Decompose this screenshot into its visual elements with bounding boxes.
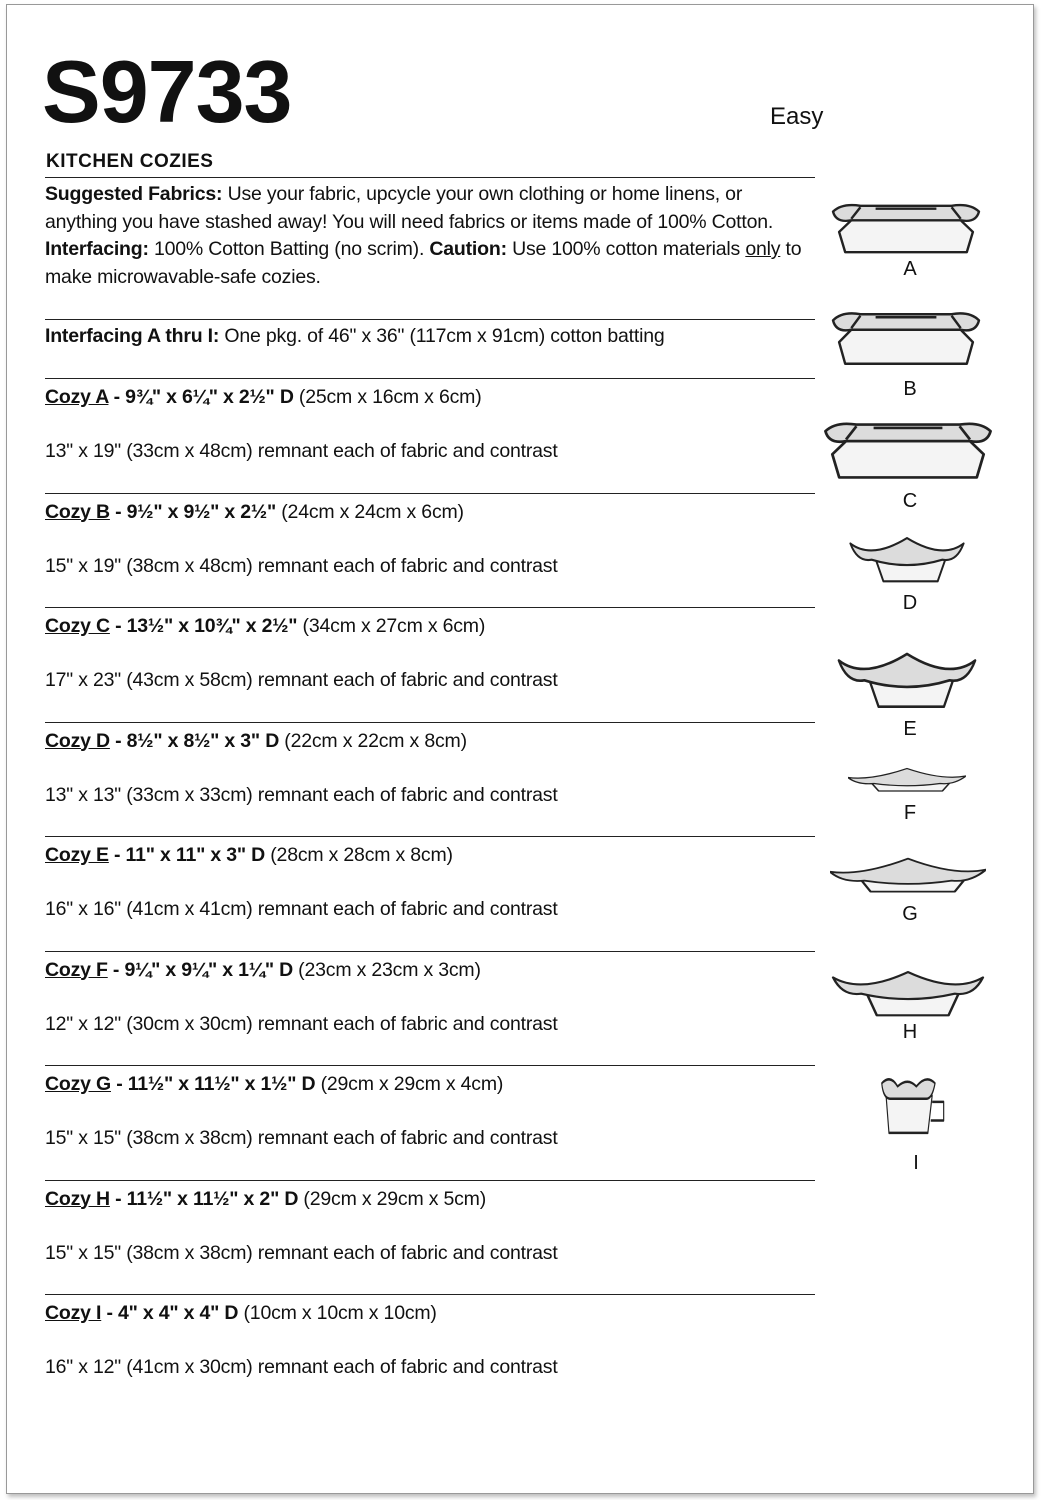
cozy-name: Cozy G bbox=[45, 1073, 111, 1095]
divider bbox=[45, 836, 815, 837]
view-label: D bbox=[902, 592, 918, 614]
intro-paragraph bbox=[45, 181, 817, 291]
cozy-dimensions: - 8½" x 8½" x 3" D bbox=[109, 729, 280, 752]
caution-text: Use 100% cotton materials bbox=[506, 238, 746, 260]
caution-text-end: to make microwavable-safe cozies. bbox=[45, 238, 802, 288]
cozy-name: Cozy B bbox=[45, 500, 110, 523]
cozy-name: Cozy C bbox=[45, 615, 110, 637]
divider bbox=[45, 378, 815, 379]
fabrics-text: Use your fabric, upcycle your own clothing or home linens, or anything you have stashed away! You will need fabrics or items made of 100% Cotton. bbox=[45, 183, 774, 233]
view-label: C bbox=[902, 490, 918, 512]
cozy-heading bbox=[45, 730, 467, 753]
view-label: I bbox=[913, 1152, 919, 1174]
divider bbox=[45, 319, 815, 320]
interfacing-all-line bbox=[45, 323, 665, 351]
cozy-dimensions: - 11½" x 11½" x 1½" D bbox=[110, 1073, 316, 1095]
cozy-dimensions: - 9¼" x 9¼" x 1¼" D bbox=[107, 958, 293, 981]
cozy-dimensions: - 9¾" x 6¼" x 2½" D bbox=[108, 386, 294, 408]
cozy-heading bbox=[45, 1302, 437, 1325]
interfacing-all-text: One pkg. of 46" x 36" (117cm x 91cm) cotton batting bbox=[219, 325, 665, 347]
cozy-heading bbox=[45, 501, 464, 524]
cozy-metric: (34cm x 27cm x 6cm) bbox=[297, 615, 486, 637]
cozy-dimensions: - 9½" x 9½" x 2½" bbox=[109, 500, 277, 523]
cozy-metric: (29cm x 29cm x 5cm) bbox=[298, 1187, 487, 1210]
view-c-rect-dish-illustration bbox=[822, 418, 994, 484]
view-i-mug-illustration bbox=[876, 1074, 948, 1136]
cozy-dimensions: - 4" x 4" x 4" D bbox=[101, 1302, 239, 1324]
cozy-name: Cozy E bbox=[45, 844, 109, 866]
caution-emphasis: only bbox=[745, 238, 781, 260]
cozy-heading bbox=[45, 1188, 486, 1211]
divider bbox=[45, 951, 815, 952]
cozy-requirement: 16" x 16" (41cm x 41cm) remnant each of fabric and contrast bbox=[45, 898, 558, 920]
view-label: H bbox=[902, 1021, 918, 1043]
view-d-bowl-illustration bbox=[848, 530, 966, 584]
view-label: B bbox=[903, 378, 917, 400]
view-label: A bbox=[903, 258, 917, 280]
cozy-name: Cozy H bbox=[45, 1187, 110, 1210]
cozy-metric: (22cm x 22cm x 8cm) bbox=[279, 729, 467, 752]
cozy-heading bbox=[45, 959, 481, 982]
view-f-shallow-bowl-illustration bbox=[848, 764, 966, 794]
cozy-heading bbox=[45, 615, 485, 638]
cozy-metric: (28cm x 28cm x 8cm) bbox=[265, 844, 453, 866]
cozy-requirement: 13" x 19" (33cm x 48cm) remnant each of fabric and contrast bbox=[45, 440, 558, 462]
view-label: F bbox=[903, 802, 917, 824]
view-a-rect-dish-illustration bbox=[830, 200, 982, 258]
divider bbox=[45, 722, 815, 723]
divider bbox=[45, 177, 815, 178]
cozy-requirement: 15" x 15" (38cm x 38cm) remnant each of fabric and contrast bbox=[45, 1241, 558, 1264]
view-b-rect-dish-illustration bbox=[830, 308, 982, 370]
caution-label: Caution: bbox=[429, 238, 507, 260]
cozy-dimensions: - 11" x 11" x 3" D bbox=[108, 844, 266, 866]
cozy-name: Cozy D bbox=[45, 729, 110, 752]
interfacing-all-label: Interfacing A thru I: bbox=[45, 325, 220, 347]
page-title: KITCHEN COZIES bbox=[46, 151, 214, 172]
difficulty-label: Easy bbox=[770, 103, 824, 130]
cozy-name: Cozy A bbox=[45, 386, 109, 408]
cozy-metric: (25cm x 16cm x 6cm) bbox=[293, 386, 482, 408]
divider bbox=[45, 1180, 815, 1181]
fabrics-label: Suggested Fabrics: bbox=[45, 183, 223, 205]
cozy-requirement: 13" x 13" (33cm x 33cm) remnant each of fabric and contrast bbox=[45, 783, 558, 806]
cozy-metric: (23cm x 23cm x 3cm) bbox=[292, 958, 481, 981]
view-label: E bbox=[903, 718, 917, 740]
cozy-name: Cozy I bbox=[45, 1302, 102, 1324]
divider bbox=[45, 1294, 815, 1295]
cozy-heading bbox=[45, 1073, 503, 1096]
interfacing-label: Interfacing: bbox=[45, 238, 149, 260]
view-g-shallow-bowl-illustration bbox=[830, 852, 986, 896]
view-h-bowl-illustration bbox=[830, 964, 986, 1018]
view-label: G bbox=[902, 903, 918, 925]
cozy-metric: (24cm x 24cm x 6cm) bbox=[276, 500, 464, 523]
cozy-metric: (10cm x 10cm x 10cm) bbox=[238, 1302, 437, 1324]
cozy-metric: (29cm x 29cm x 4cm) bbox=[315, 1073, 504, 1095]
divider bbox=[45, 1065, 815, 1066]
cozy-requirement: 15" x 19" (38cm x 48cm) remnant each of fabric and contrast bbox=[45, 554, 558, 577]
cozy-dimensions: - 13½" x 10¾" x 2½" bbox=[109, 615, 298, 637]
divider bbox=[45, 493, 815, 494]
cozy-requirement: 16" x 12" (41cm x 30cm) remnant each of fabric and contrast bbox=[45, 1356, 558, 1378]
cozy-dimensions: - 11½" x 11½" x 2" D bbox=[109, 1187, 299, 1210]
cozy-heading bbox=[45, 386, 482, 409]
cozy-requirement: 15" x 15" (38cm x 38cm) remnant each of fabric and contrast bbox=[45, 1127, 558, 1149]
view-e-bowl-illustration bbox=[836, 644, 978, 710]
divider bbox=[45, 607, 815, 608]
cozy-requirement: 12" x 12" (30cm x 30cm) remnant each of fabric and contrast bbox=[45, 1012, 558, 1035]
interfacing-text: 100% Cotton Batting (no scrim). bbox=[148, 238, 430, 260]
cozy-requirement: 17" x 23" (43cm x 58cm) remnant each of fabric and contrast bbox=[45, 669, 558, 691]
pattern-number: S9733 bbox=[42, 42, 292, 141]
cozy-heading bbox=[45, 844, 453, 867]
cozy-name: Cozy F bbox=[45, 958, 108, 981]
